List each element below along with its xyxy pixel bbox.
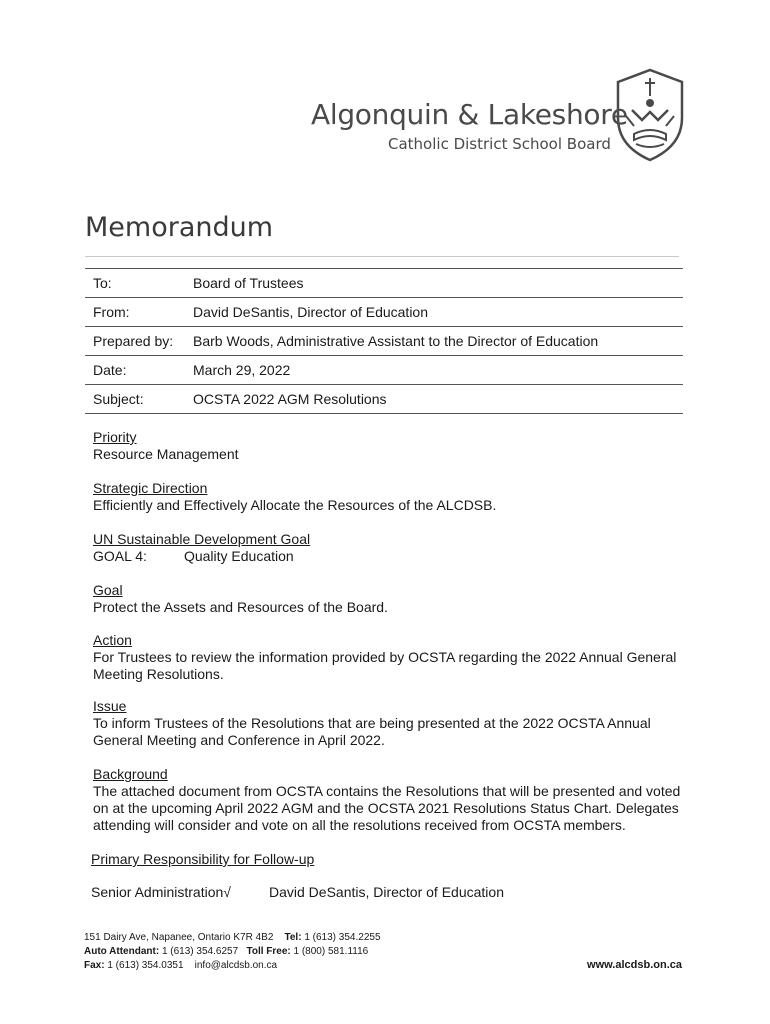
action-line: For Trustees to review the information provided by OCSTA regarding the 2022 Annual General bbox=[93, 649, 677, 665]
issue-line: To inform Trustees of the Resolutions that are being presented at the 2022 OCSTA Annual bbox=[93, 715, 651, 731]
strategic-text: Efficiently and Effectively Allocate the Resources of the ALCDSB. bbox=[93, 497, 497, 513]
priority-heading: Priority bbox=[93, 429, 137, 445]
responsibility-role: Senior Administration√ bbox=[91, 884, 231, 900]
priority-text: Resource Management bbox=[93, 446, 239, 462]
responsibility-person: David DeSantis, Director of Education bbox=[268, 884, 504, 900]
issue-section bbox=[93, 698, 693, 749]
background-heading: Background bbox=[93, 766, 168, 782]
footer-auto: 1 (613) 354.6257 bbox=[161, 946, 239, 957]
goal-heading: Goal bbox=[93, 582, 123, 598]
memo-row-date bbox=[85, 356, 683, 385]
memo-row-from bbox=[85, 298, 683, 327]
action-line: Meeting Resolutions. bbox=[93, 666, 224, 682]
row-value: March 29, 2022 bbox=[185, 356, 683, 385]
memo-row-to bbox=[85, 269, 683, 298]
row-value: David DeSantis, Director of Education bbox=[185, 298, 683, 327]
background-line: on at the upcoming April 2022 AGM and the OCSTA 2021 Resolutions Status Chart. Delegates bbox=[93, 800, 679, 816]
row-label: Date: bbox=[85, 356, 185, 385]
un-goal-label: GOAL 4: bbox=[93, 548, 147, 564]
un-goal-section bbox=[93, 531, 693, 565]
memo-row-subject bbox=[85, 385, 683, 414]
priority-section bbox=[93, 429, 693, 463]
org-name: Algonquin & Lakeshore bbox=[311, 98, 628, 131]
background-section bbox=[93, 766, 693, 834]
footer-email[interactable]: info@alcdsb.on.ca bbox=[194, 960, 278, 971]
row-value: OCSTA 2022 AGM Resolutions bbox=[185, 385, 683, 414]
row-label: Prepared by: bbox=[85, 327, 185, 356]
un-goal-value: Quality Education bbox=[183, 548, 294, 564]
board-crest-icon bbox=[612, 66, 688, 164]
footer-tollfree: 1 (800) 581.1116 bbox=[293, 946, 369, 957]
row-value: Barb Woods, Administrative Assistant to the Director of Education bbox=[185, 327, 683, 356]
row-value: Board of Trustees bbox=[185, 269, 683, 298]
strategic-section bbox=[93, 480, 693, 514]
footer-fax-label: Fax: bbox=[84, 960, 105, 971]
action-section bbox=[93, 632, 693, 683]
footer-auto-label: Auto Attendant: bbox=[84, 946, 160, 957]
row-label: From: bbox=[85, 298, 185, 327]
goal-text: Protect the Assets and Resources of the Board. bbox=[93, 599, 388, 615]
footer-fax: 1 (613) 354.0351 bbox=[107, 960, 184, 971]
un-goal-row bbox=[93, 548, 693, 565]
title-divider bbox=[85, 256, 679, 257]
footer-line-2 bbox=[84, 945, 381, 959]
row-label: Subject: bbox=[85, 385, 185, 414]
row-label: To: bbox=[85, 269, 185, 298]
footer-tel-label: Tel: bbox=[284, 932, 302, 943]
footer-tollfree-label: Toll Free: bbox=[246, 946, 291, 957]
background-line: attending will consider and vote on all the resolutions received from OCSTA members. bbox=[93, 817, 626, 833]
org-subtitle: Catholic District School Board bbox=[388, 135, 611, 153]
issue-heading: Issue bbox=[93, 698, 127, 714]
memo-header-table bbox=[85, 268, 683, 414]
strategic-heading: Strategic Direction bbox=[93, 480, 208, 496]
footer-line-3 bbox=[84, 959, 381, 973]
memo-row-prepared-by bbox=[85, 327, 683, 356]
footer-address: 151 Dairy Ave, Napanee, Ontario K7R 4B2 bbox=[84, 932, 274, 943]
footer-contact bbox=[84, 931, 381, 973]
responsibility-heading: Primary Responsibility for Follow-up bbox=[91, 851, 315, 867]
footer-line-1 bbox=[84, 931, 381, 945]
responsibility-row bbox=[91, 884, 504, 900]
memo-title: Memorandum bbox=[85, 212, 274, 243]
un-goal-heading: UN Sustainable Development Goal bbox=[93, 531, 311, 547]
footer-website[interactable]: www.alcdsb.on.ca bbox=[587, 959, 682, 971]
background-line: The attached document from OCSTA contains the Resolutions that will be presented and voted bbox=[93, 783, 681, 799]
issue-line: General Meeting and Conference in April 2022. bbox=[93, 732, 385, 748]
goal-section bbox=[93, 582, 693, 616]
footer-tel: 1 (613) 354.2255 bbox=[304, 932, 381, 943]
action-heading: Action bbox=[93, 632, 132, 648]
